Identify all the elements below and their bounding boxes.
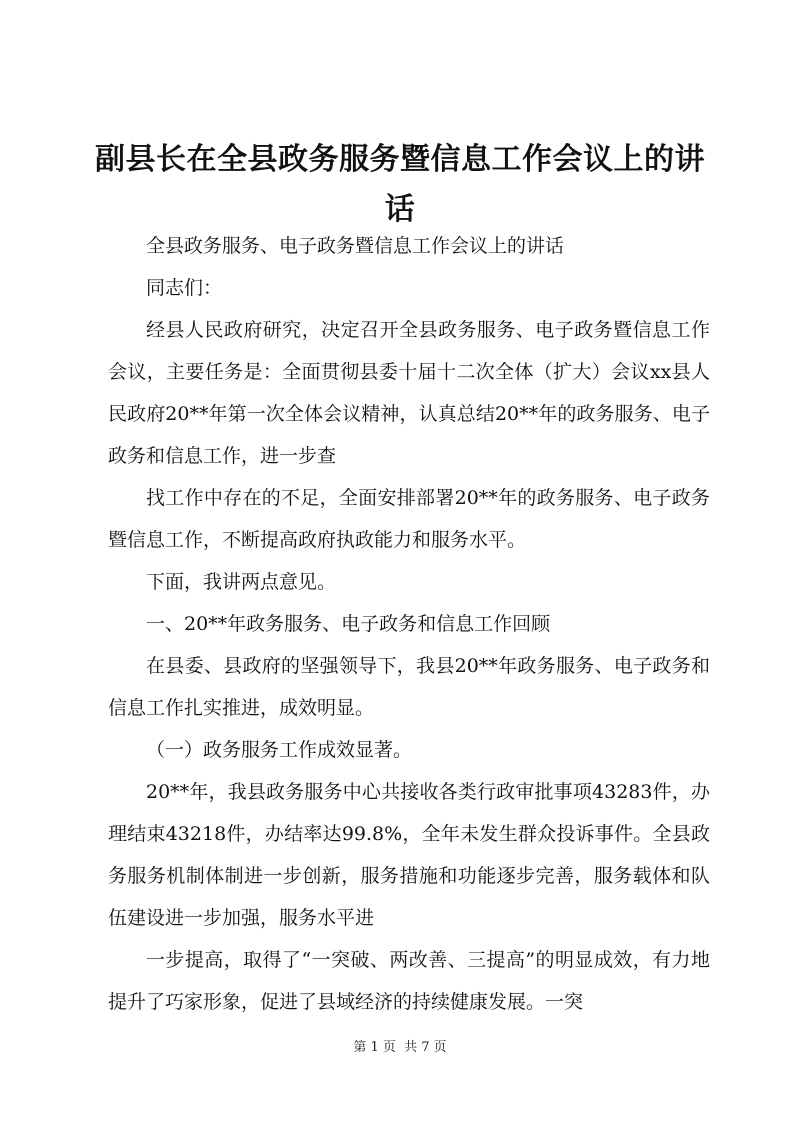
document-title: 副县长在全县政务服务暨信息工作会议上的讲话 [95, 142, 705, 227]
page-footer [0, 1038, 800, 1058]
subsection-heading: （一）政务服务工作成效显著。 [146, 739, 413, 761]
section-heading: 一、20**年政务服务、电子政务和信息工作回顾 [146, 613, 551, 635]
document-body [108, 225, 710, 1023]
paragraph: 20**年，我县政务服务中心共接收各类行政审批事项43283件，办理结束43218件，办结率达99.8%，全年未发生群众投诉事件。全县政务服务机制体制进一步创新，服务措施和功能逐步完善，服务载体和队伍建设进一步加强，服务水平进 [108, 781, 710, 929]
page-number-label: 第 1 页 共 7 页 [353, 1040, 447, 1055]
paragraph: 在县委、县政府的坚强领导下，我县20**年政务服务、电子政务和信息工作扎实推进，成效明显。 [108, 655, 710, 719]
paragraph-subtitle: 全县政务服务、电子政务暨信息工作会议上的讲话 [146, 235, 565, 257]
paragraph: 找工作中存在的不足，全面安排部署20**年的政务服务、电子政务暨信息工作，不断提高政府执政能力和服务水平。 [108, 487, 710, 551]
paragraph: 一步提高，取得了“一突破、两改善、三提高”的明显成效，有力地提升了巧家形象，促进了县域经济的持续健康发展。一突 [108, 949, 710, 1013]
paragraph-salutation: 同志们： [146, 277, 223, 299]
paragraph: 下面，我讲两点意见。 [146, 571, 337, 593]
paragraph: 经县人民政府研究，决定召开全县政务服务、电子政务暨信息工作会议，主要任务是：全面贯彻县委十届十二次全体（扩大）会议xx县人民政府20**年第一次全体会议精神，认真总结20**年的政务服务、电子政务和信息工作，进一步查 [108, 319, 710, 467]
